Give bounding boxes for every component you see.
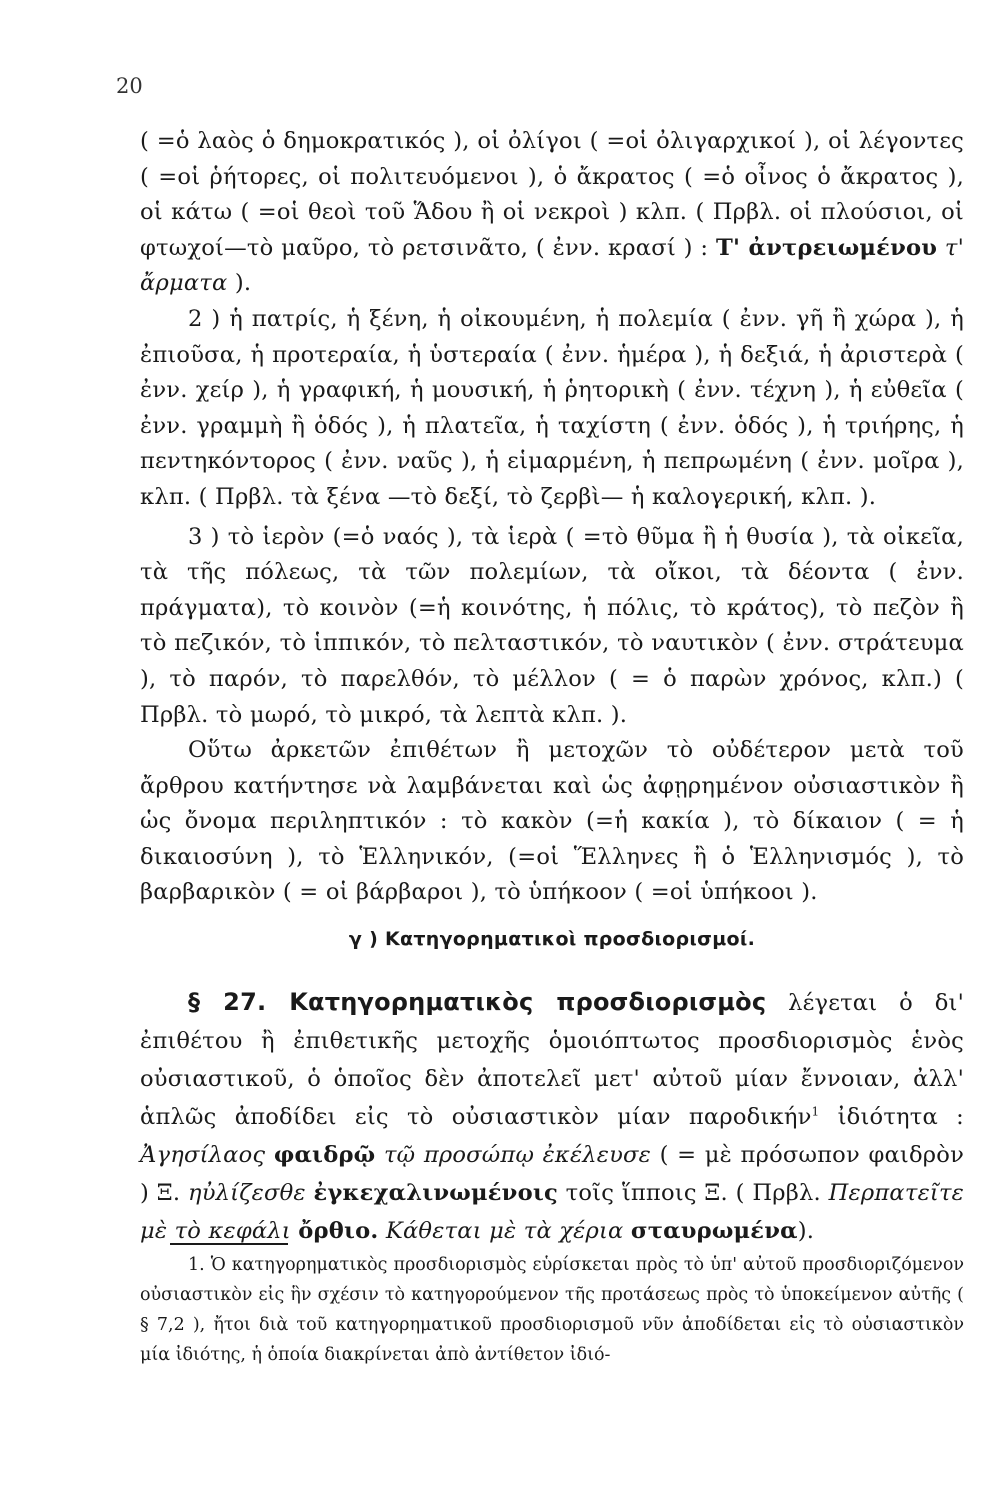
section-27-title: § 27. Κατηγορηματικὸς προσδιορισμὸς	[188, 988, 767, 1016]
subsection-heading: γ ) Κατηγορηματικοὶ προσδιορισμοί.	[348, 928, 756, 950]
paragraph-abstract-nouns: Οὕτω ἀρκετῶν ἐπιθέτων ἢ μετοχῶν τὸ οὐδέτερον μετὰ τοῦ ἄρθρου κατήντησε νὰ λαμβάνεται καὶ ὡς ἀφῃρημένον οὐσιαστικὸν ἢ ὡς ὄνομα περιληπτικόν : τὸ κακὸν (=ἡ κακία ), τὸ δίκαιον ( = ἡ δικαιοσύνη ), τὸ Ἑλληνικόν, (=οἱ Ἕλληνες ἢ ὁ Ἑλληνισμός ), τὸ βαρβαρικὸν ( = οἱ βάρβαροι ), τὸ ὑπήκοον ( =οἱ ὑπήκοοι ).	[140, 737, 964, 906]
paragraph-neuter-examples: 3 ) τὸ ἱερὸν (=ὁ ναός ), τὰ ἱερὰ ( =τὸ θῦμα ἢ ἡ θυσία ), τὰ οἰκεῖα, τὰ τῆς πόλεως, τὰ τῶν πολεμίων, τὰ οἴκοι, τὰ δέοντα ( ἐνν. πράγματα), τὸ κοινὸν (=ἡ κοινότης, ἡ πόλις, τὸ κράτος), τὸ πεζὸν ἢ τὸ πεζικόν, τὸ ἱππικόν, τὸ πελταστικόν, τὸ ναυτικὸν ( ἐνν. στράτευμα ), τὸ παρόν, τὸ παρελθόν, τὸ μέλλον ( = ὁ παρὼν χρόνος, κλπ.) ( Πρβλ. τὸ μωρό, τὸ μικρό, τὰ λεπτὰ κλπ. ).	[140, 523, 964, 728]
section-27-paragraph: § 27. Κατηγορηματικὸς προσδιορισμὸς λέγεται ὁ δι' ἐπιθέτου ἢ ἐπιθετικῆς μετοχῆς ὁμοιόπτωτος προσδιορισμὸς ἑνὸς οὐσιαστικοῦ, ὁ ὁποῖος δὲν ἀποτελεῖ μετ' αὐτοῦ μίαν ἔννοιαν, ἀλλ' ἁπλῶς ἀποδίδει εἰς τὸ οὐσιαστικὸν μίαν παροδικήν$^1$ ἰδιότητα : Ἀγησίλαος φαιδρῷ τῷ προσώπῳ ἐκέλευσε ( = μὲ πρόσωπον φαιδρὸν ) Ξ. ηὐλίζεσθε ἐγκεχαλινωμένοις τοῖς ἵπποις Ξ. ( Πρβλ. Περπατεῖτε μὲ τὸ κεφάλι ὄρθιο. Κάθεται μὲ τὰ χέρια σταυρωμένα).	[140, 988, 965, 1244]
section-27	[140, 983, 964, 1250]
footnote-text: 1. Ὁ κατηγορηματικὸς προσδιορισμὸς εὑρίσκεται πρὸς τὸ ὑπ' αὐτοῦ προσδιοριζόμενον οὐσιαστικὸν εἰς ἣν σχέσιν τὸ κατηγορούμενον τῆς προτάσεως πρὸς τὸ ὑποκείμενον αὐτῆς ( § 7,2 ), ἤτοι διὰ τοῦ κατηγορηματικοῦ προσδιορισμοῦ νῦν ἀποδίδεται εἰς τὸ οὐσιαστικὸν μία ἰδιότης, ἡ ὁποία διακρίνεται ἀπὸ ἀντίθετον ἰδιό-	[140, 1255, 964, 1365]
bold-example: Τ' ἀντρειωμένου	[715, 234, 938, 261]
italic-example: τ' ἄρματα	[140, 234, 964, 297]
footnote-divider	[170, 1243, 288, 1245]
paragraph-continuation: ( =ὁ λαὸς ὁ δημοκρατικός ), οἱ ὀλίγοι ( =οἱ ὀλιγαρχικοί ), οἱ λέγοντες ( =οἱ ῥήτορες, οἱ πολιτευόμενοι ), ὁ ἄκρατος ( =ὁ οἶνος ὁ ἄκρατος ), οἱ κάτω ( =οἱ θεοὶ τοῦ Ἅδου ἢ οἱ νεκροὶ ) κλπ. ( Πρβλ. οἱ πλούσιοι, οἱ φτωχοί—τὸ μαῦρο, τὸ ρετσινᾶτο, ( ἐνν. κρασί ) : Τ' ἀντρειωμένου τ' ἄρματα ).	[140, 128, 964, 297]
body-text-continued	[140, 124, 964, 911]
footnote	[140, 1250, 964, 1370]
footnote-ref: 1	[811, 1104, 820, 1119]
page-number: 20	[116, 74, 143, 98]
paragraph-feminine-examples: 2 ) ἡ πατρίς, ἡ ξένη, ἡ οἰκουμένη, ἡ πολεμία ( ἐνν. γῆ ἢ χώρα ), ἡ ἐπιοῦσα, ἡ προτεραία, ἡ ὑστεραία ( ἐνν. ἡμέρα ), ἡ δεξιά, ἡ ἀριστερὰ ( ἐνν. χείρ ), ἡ γραφική, ἡ μουσική, ἡ ῥητορικὴ ( ἐνν. τέχνη ), ἡ εὐθεῖα ( ἐνν. γραμμὴ ἢ ὁδός ), ἡ πλατεῖα, ἡ ταχίστη ( ἐνν. ὁδός ), ἡ τριήρης, ἡ πεντηκόντορος ( ἐνν. ναῦς ), ἡ εἱμαρμένη, ἡ πεπρωμένη ( ἐνν. μοῖρα ), κλπ. ( Πρβλ. τὰ ξένα —τὸ δεξί, τὸ ζερβὶ— ἡ καλογερική, κλπ. ).	[140, 305, 964, 510]
